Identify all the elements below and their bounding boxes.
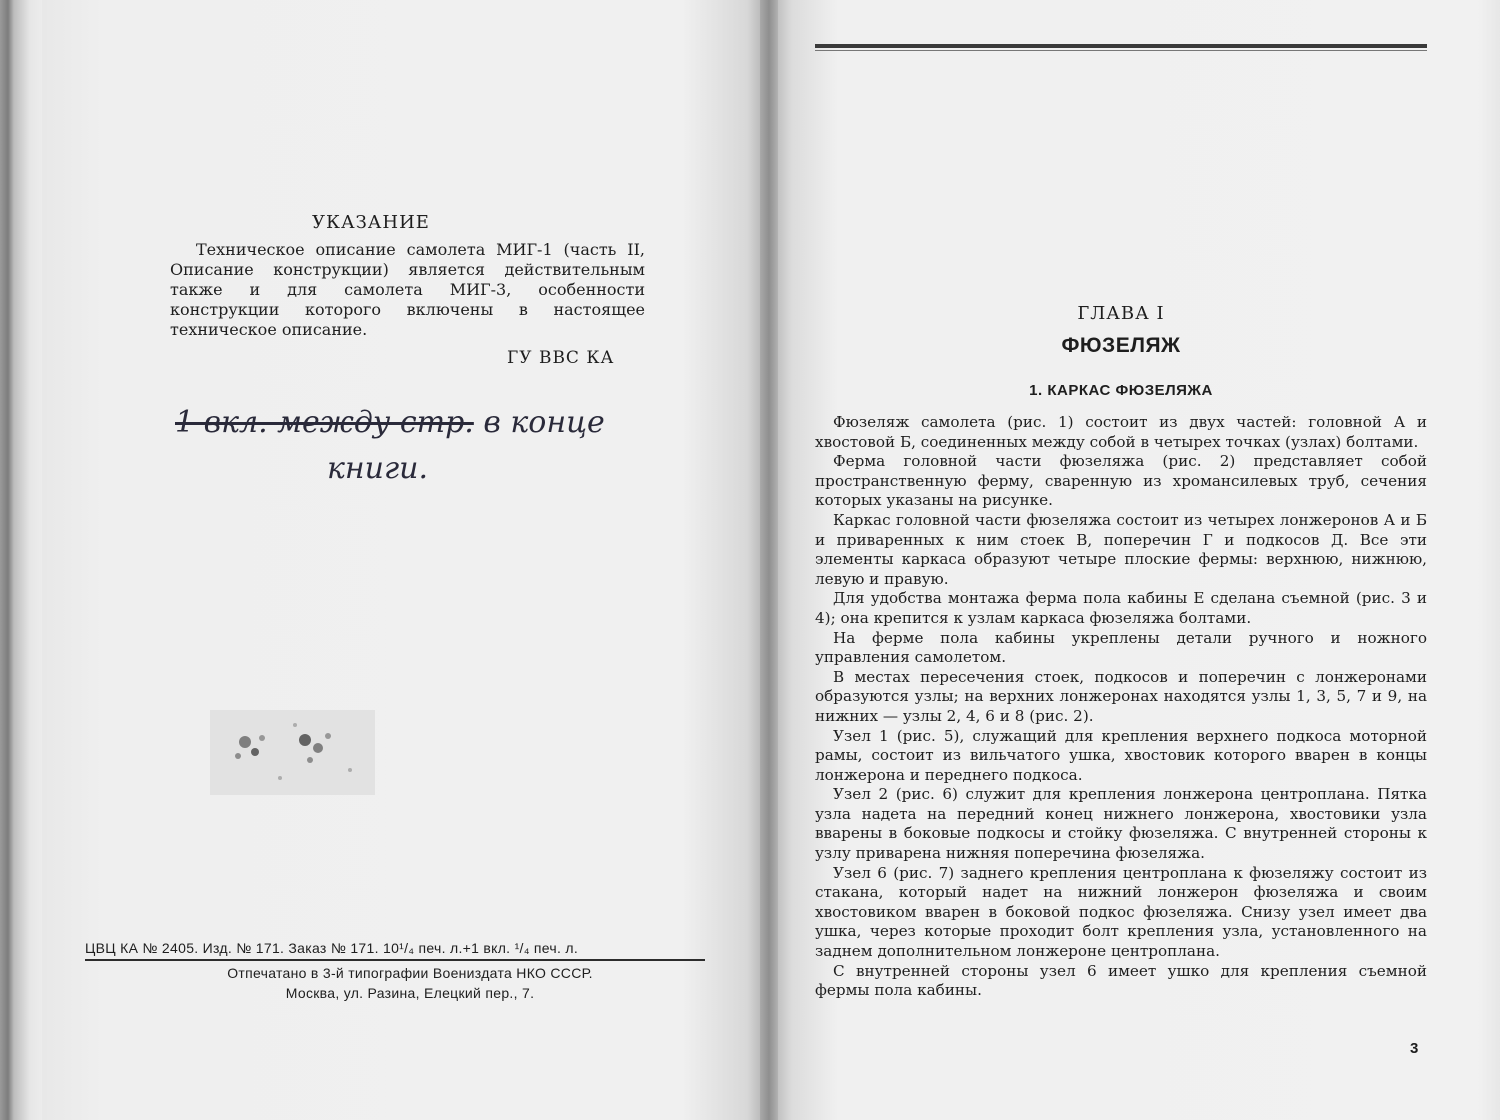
- imprint-address-line: Москва, ул. Разина, Елецкий пер., 7.: [285, 985, 535, 1001]
- handwritten-line-1: [175, 400, 695, 446]
- handwritten-text: в конце: [473, 405, 605, 440]
- page-number: 3: [1410, 1040, 1419, 1057]
- imprint-order-line: ЦВЦ КА № 2405. Изд. № 171. Заказ № 171. 10¹/₄ печ. л.+1 вкл. ¹/₄ печ. л.: [85, 940, 705, 961]
- body-paragraph: Узел 1 (рис. 5), служащий для крепления верхнего подкоса моторной рамы, состоит из вильчатого ушка, хвостовик которого вварен в концы лонжерона и переднего подкоса.: [815, 726, 1427, 784]
- handwritten-note: [175, 400, 695, 492]
- body-text: [815, 413, 1427, 1001]
- body-paragraph: Каркас головной части фюзеляжа состоит из четырех лонжеронов А и Б и приваренных к ним стоек В, поперечин Г и подкосов Д. Все эти элементы каркаса образуют четыре плоские фермы: верхнюю, нижнюю, левую и правую.: [815, 510, 1427, 588]
- chapter-title: ФЮЗЕЛЯЖ: [1061, 334, 1181, 357]
- book-edge: [0, 0, 42, 1120]
- note-signature: ГУ ВВС КА: [507, 348, 615, 368]
- note-paragraph: Техническое описание самолета МИГ-1 (часть II, Описание конструкции) является действительным также и для самолета МИГ-3, особенности конструкции которого включены в настоящее техническое описание.: [170, 240, 645, 339]
- imprint-printer-line: Отпечатано в 3-й типографии Воениздата НКО СССР.: [227, 965, 593, 981]
- faded-stamp-smudge: [200, 690, 385, 810]
- body-paragraph: Узел 6 (рис. 7) заднего крепления центроплана к фюзеляжу состоит из стакана, который надет на нижний лонжерон фюзеляжа и своим хвостовиком вварен в боковой подкос фюзеляжа. Снизу узел имеет два ушка, через которые проходит болт крепления узла, установленного на заднем дополнительном лонжероне центроплана.: [815, 863, 1427, 961]
- body-paragraph: Для удобства монтажа ферма пола кабины Е сделана съемной (рис. 3 и 4); она крепится к узлам каркаса фюзеляжа болтами.: [815, 589, 1427, 627]
- body-paragraph: В местах пересечения стоек, подкосов и поперечин с лонжеронами образуются узлы; на верхних лонжеронах находятся узлы 1, 3, 5, 7 и 9, на нижних — узлы 2, 4, 6 и 8 (рис. 2).: [815, 667, 1427, 725]
- note-text: [170, 240, 645, 340]
- body-paragraph: Ферма головной части фюзеляжа (рис. 2) представляет собой пространственную ферму, сваренную из хромансилевых труб, сечения которых указаны на рисунке.: [815, 452, 1427, 510]
- page-top-rule: [815, 44, 1427, 48]
- body-paragraph: С внутренней стороны узел 6 имеет ушко для крепления съемной фермы пола кабины.: [815, 961, 1427, 1000]
- page-top-rule-thin: [815, 50, 1427, 51]
- book-gutter: [760, 0, 778, 1120]
- handwritten-line-2: книги.: [327, 451, 429, 486]
- section-title: 1. КАРКАС ФЮЗЕЛЯЖА: [1029, 382, 1213, 399]
- chapter-heading: ГЛАВА I: [1077, 303, 1165, 324]
- body-paragraph: Фюзеляж самолета (рис. 1) состоит из двух частей: головной А и хвостовой Б, соединенных между собой в четырех точках (узлах) болтами.: [815, 413, 1427, 451]
- body-paragraph: На ферме пола кабины укреплены детали ручного и ножного управления самолетом.: [815, 628, 1427, 667]
- note-title: УКАЗАНИЕ: [312, 212, 430, 233]
- handwritten-struck-text: 1 вкл. между стр.: [175, 405, 474, 440]
- body-paragraph: Узел 2 (рис. 6) служит для крепления лонжерона центроплана. Пятка узла надета на передний конец нижнего лонжерона, хвостовики узла вварены в боковые подкосы и стойку фюзеляжа. С внутренней стороны к узлу приварена нижняя поперечина фюзеляжа.: [815, 785, 1427, 863]
